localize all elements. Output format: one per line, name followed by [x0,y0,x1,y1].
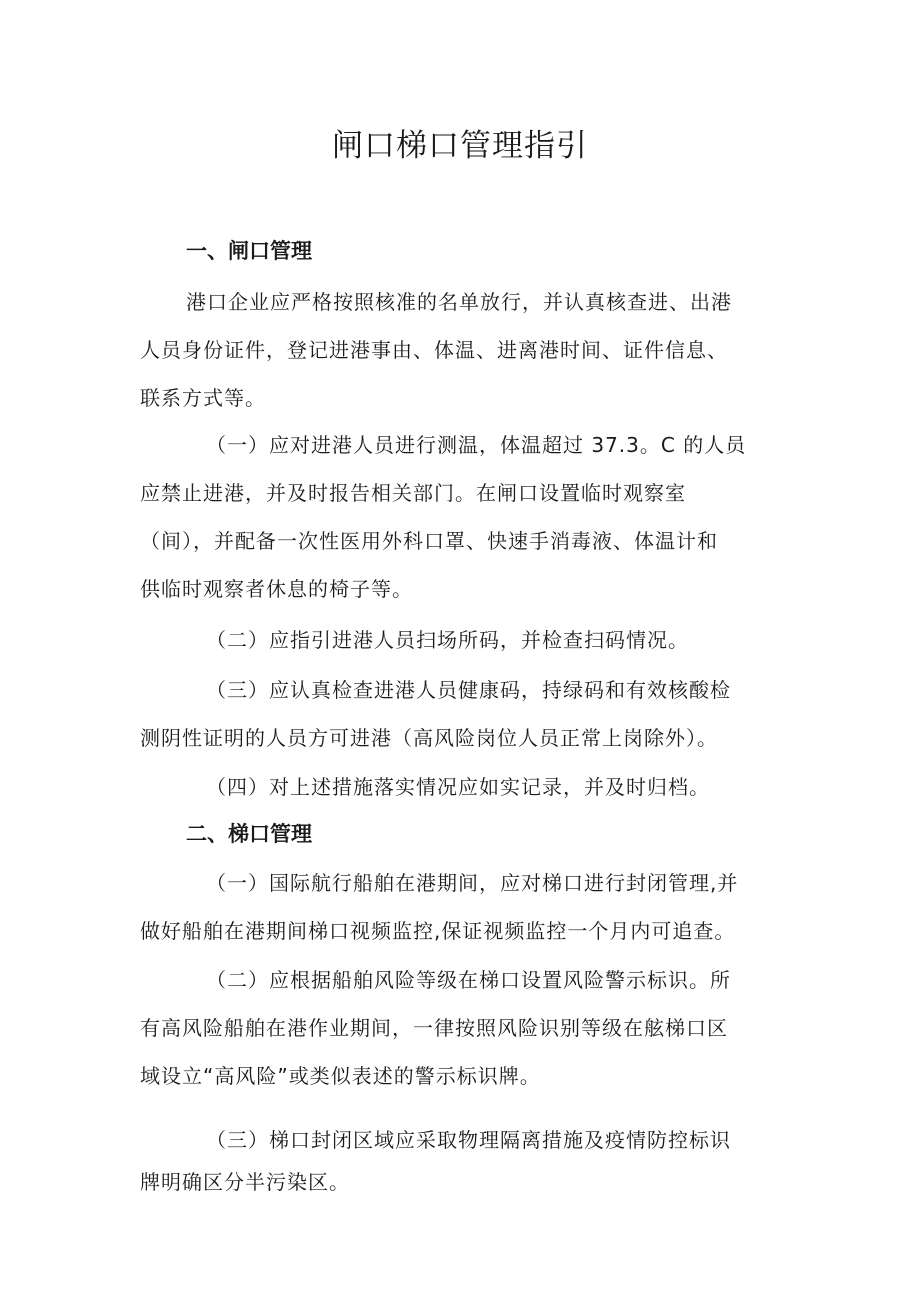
paragraph-gangway-item-1 [140,859,800,955]
text-line: 联系方式等。 [140,386,266,410]
document-title: 闸口梯口管理指引 [332,128,588,164]
text-line: 供临时观察者休息的椅子等。 [140,577,413,601]
text-line: （一）应对进港人员进行测温，体温超过 37.3。C 的人员 [206,433,747,457]
paragraph-gate-intro [140,278,800,422]
paragraph-gate-item-3 [140,666,800,762]
text-line: 应禁止进港，并及时报告相关部门。在闸口设置临时观察室 [140,481,686,505]
text-line: （间），并配备一次性医用外科口罩、快速手消毒液、体温计和 [140,529,718,553]
text-line: 测阴性证明的人员方可进港（高风险岗位人员正常上岗除外）。 [140,726,718,750]
text-line: 做好船舶在港期间梯口视频监控,保证视频监控一个月内可追查。 [140,919,736,943]
paragraph-gangway-item-3 [140,1116,800,1200]
text-line: 港口企业应严格按照核准的名单放行，并认真核查进、出港 [186,290,732,314]
text-line: 有高风险船舶在港作业期间，一律按照风险识别等级在舷梯口区 [140,1016,728,1040]
section-heading-gate: 一、闸口管理 [186,239,312,263]
paragraph-gate-item-4 [140,763,800,811]
text-line: （一）国际航行船舶在港期间，应对梯口进行封闭管理,并 [206,871,739,895]
text-line: 人员身份证件，登记进港事由、体温、进离港时间、证件信息、 [140,338,728,362]
text-line: （三）应认真检查进港人员健康码，持绿码和有效核酸检 [206,678,731,702]
paragraph-gate-item-1 [140,421,800,613]
text-line: （二）应根据船舶风险等级在梯口设置风险警示标识。所 [206,968,731,992]
text-line: 牌明确区分半污染区。 [140,1170,350,1194]
text-line: （二）应指引进港人员扫场所码，并检查扫码情况。 [206,628,689,652]
text-line: 域设立“高风险”或类似表述的警示标识牌。 [140,1064,541,1088]
text-line: （三）梯口封闭区域应采取物理隔离措施及疫情防控标识 [206,1128,731,1152]
text-line: （四）对上述措施落实情况应如实记录，并及时归档。 [206,775,710,799]
paragraph-gangway-item-2 [140,956,800,1100]
paragraph-gate-item-2 [140,616,800,664]
section-heading-gangway: 二、梯口管理 [186,822,312,846]
